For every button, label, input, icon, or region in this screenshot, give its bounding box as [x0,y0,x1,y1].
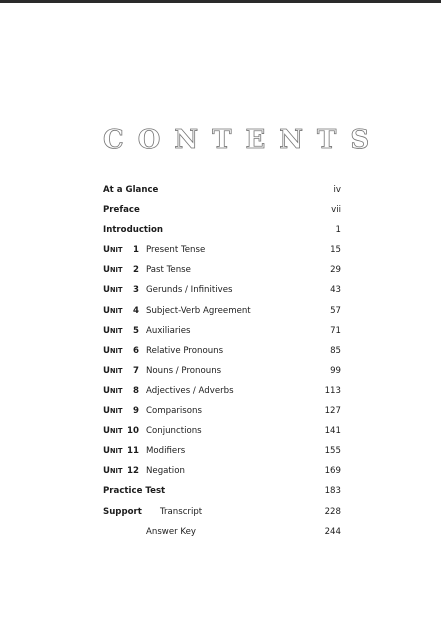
unit-label: UNIT [103,365,123,376]
toc-entry-introduction [103,224,341,244]
toc-support-row [103,526,341,546]
unit-number: 11 [127,446,139,457]
unit-page: 113 [324,385,341,396]
toc-entry-page: 183 [324,486,341,497]
unit-topic: Comparisons [146,406,202,417]
unit-page: 169 [324,466,341,477]
unit-label: UNIT [103,305,123,316]
unit-label: UNIT [103,446,123,457]
unit-page: 57 [330,305,341,316]
unit-page: 155 [324,446,341,457]
toc-entry-page: vii [331,205,341,216]
support-topic: Answer Key [146,526,196,537]
toc-unit-row [103,284,341,304]
toc-unit-row [103,365,341,385]
unit-topic: Conjunctions [146,426,202,437]
unit-topic: Negation [146,466,185,477]
table-of-contents [103,184,341,546]
unit-topic: Auxiliaries [146,325,191,336]
unit-number: 10 [127,426,139,437]
unit-page: 99 [330,365,341,376]
unit-label: UNIT [103,285,123,296]
toc-entry-preface [103,204,341,224]
toc-entry-page: iv [333,185,341,195]
toc-entry-label: Preface [103,205,140,216]
unit-page: 15 [330,245,341,256]
unit-number: 1 [133,245,139,256]
toc-entry-label: At a Glance [103,185,159,195]
unit-topic: Past Tense [146,265,191,276]
toc-unit-row [103,345,341,365]
unit-page: 85 [330,345,341,356]
unit-label: UNIT [103,406,123,417]
toc-unit-row [103,445,341,465]
toc-entry-label: Practice Test [103,486,166,497]
support-page: 228 [324,506,341,517]
unit-topic: Adjectives / Adverbs [146,385,234,396]
unit-number: 6 [133,345,139,356]
toc-unit-row [103,244,341,264]
top-border [0,0,441,3]
unit-label: UNIT [103,426,123,437]
unit-number: 2 [133,265,139,276]
toc-unit-row [103,465,341,485]
unit-page: 141 [324,426,341,437]
toc-entry-at-a-glance [103,184,341,204]
unit-number: 4 [133,305,139,316]
toc-unit-row [103,385,341,405]
toc-unit-row [103,305,341,325]
unit-label: UNIT [103,345,123,356]
page-title: CONTENTS [103,125,384,155]
support-label: Support [103,506,142,517]
unit-label: UNIT [103,385,123,396]
toc-entry-label: Introduction [103,225,164,236]
unit-number: 12 [127,466,139,477]
support-topic: Transcript [160,506,203,517]
unit-label: UNIT [103,265,123,276]
unit-topic: Present Tense [146,245,206,256]
unit-page: 127 [324,406,341,417]
unit-number: 5 [133,325,139,336]
unit-page: 43 [330,285,341,296]
unit-topic: Subject-Verb Agreement [146,305,251,316]
unit-number: 3 [133,285,139,296]
toc-entry-page: 1 [335,225,341,236]
toc-entry-practice-test [103,485,341,505]
unit-page: 29 [330,265,341,276]
toc-unit-row [103,325,341,345]
toc-support-row [103,506,341,526]
unit-topic: Nouns / Pronouns [146,365,222,376]
toc-unit-row [103,425,341,445]
unit-number: 8 [133,385,139,396]
unit-topic: Modifiers [146,446,186,457]
unit-label: UNIT [103,325,123,336]
toc-unit-row [103,405,341,425]
unit-page: 71 [330,325,341,336]
unit-topic: Gerunds / Infinitives [146,285,233,296]
unit-topic: Relative Pronouns [146,345,224,356]
unit-number: 7 [133,365,139,376]
unit-label: UNIT [103,245,123,256]
toc-unit-row [103,264,341,284]
unit-number: 9 [133,406,139,417]
unit-label: UNIT [103,466,123,477]
support-page: 244 [324,526,341,537]
